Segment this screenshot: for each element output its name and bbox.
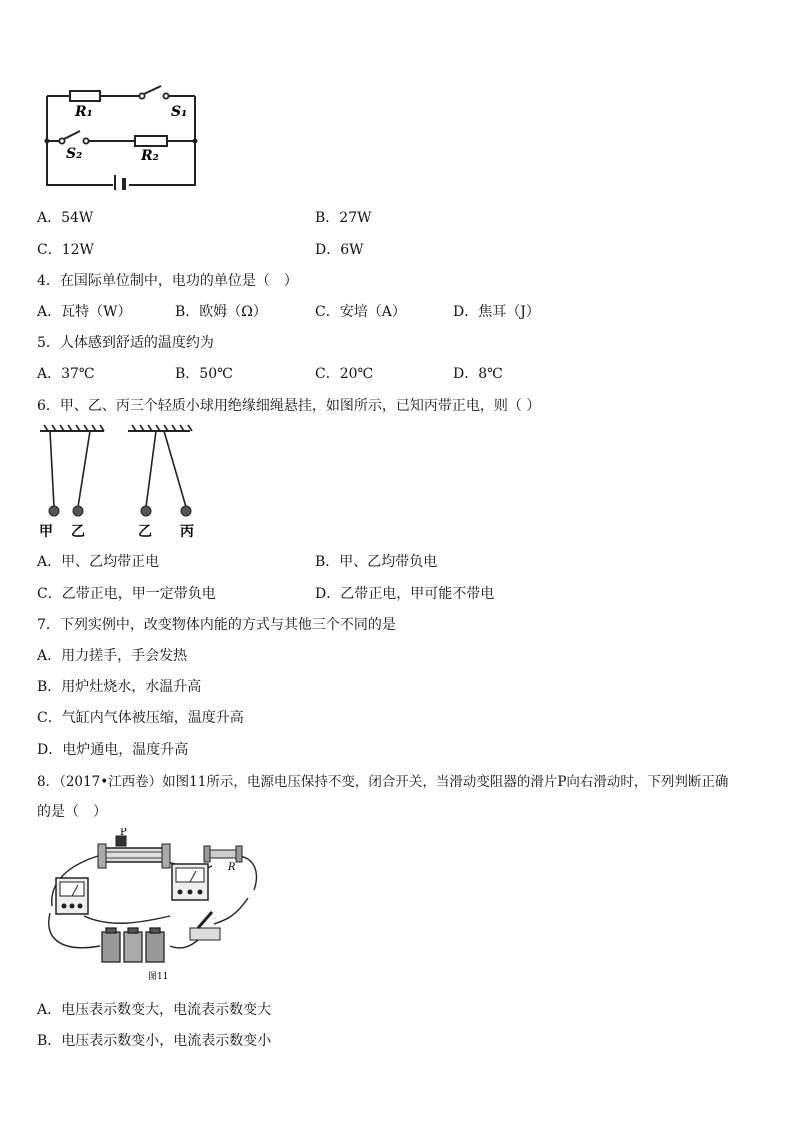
label-p: P — [120, 828, 127, 838]
q5-stem: 5．人体感到舒适的温度约为 — [37, 335, 214, 351]
battery — [115, 175, 124, 190]
q5-option-a: A．37℃ — [37, 366, 95, 382]
q4-option-a: A．瓦特（W） — [37, 304, 132, 320]
circuit-diagram — [40, 82, 200, 190]
q7-option-a: A．用力搓手，手会发热 — [37, 648, 188, 664]
label-r2: R₂ — [141, 148, 159, 164]
q3-option-c: C．12W — [37, 242, 94, 258]
label-yi-right: 乙 — [138, 524, 152, 540]
q6-option-a: A．甲、乙均带正电 — [37, 554, 160, 570]
q3-option-a: A．54W — [37, 210, 94, 226]
voltmeter — [56, 878, 88, 914]
q8-stem-line2: 的是（ ） — [37, 804, 107, 820]
q5-option-b: B．50℃ — [175, 366, 233, 382]
q7-option-c: C．气缸内气体被压缩，温度升高 — [37, 710, 244, 726]
q3-option-b: B．27W — [315, 210, 372, 226]
q5-option-d: D．8℃ — [453, 366, 503, 382]
q8-option-b: B．电压表示数变小，电流表示数变小 — [37, 1033, 272, 1049]
resistor-r — [204, 846, 242, 862]
q4-option-b: B．欧姆（Ω） — [175, 304, 267, 320]
q4-option-d: D．焦耳（J） — [453, 304, 540, 320]
q7-option-d: D．电炉通电，温度升高 — [37, 742, 189, 758]
label-r: R — [228, 862, 236, 873]
q6-option-b: B．甲、乙均带负电 — [315, 554, 438, 570]
q7-option-b: B．用炉灶烧水，水温升高 — [37, 679, 202, 695]
q4-stem: 4．在国际单位制中，电功的单位是（ ） — [37, 273, 298, 289]
label-bing: 丙 — [180, 524, 194, 540]
switch-s2 — [59, 131, 88, 144]
label-jia: 甲 — [39, 524, 53, 540]
hanging-balls-diagram — [36, 422, 206, 542]
switch-s1 — [139, 86, 168, 99]
q5-option-c: C．20℃ — [315, 366, 374, 382]
q8-option-a: A．电压表示数变大，电流表示数变大 — [37, 1002, 272, 1018]
label-r1: R₁ — [75, 104, 93, 120]
label-s2: S₂ — [66, 146, 83, 162]
ball-yi-left — [73, 506, 83, 516]
q8-stem-line1: 8．（2017•江西卷）如图11所示，电源电压保持不变，闭合开关，当滑动变阻器的滑片P向右滑动时，下列判断正确 — [37, 774, 729, 790]
ball-jia — [49, 506, 59, 516]
q3-option-d: D．6W — [315, 242, 364, 258]
ammeter — [172, 864, 208, 900]
q4-option-c: C．安培（A） — [315, 304, 406, 320]
batteries — [102, 928, 164, 962]
ball-bing — [181, 506, 191, 516]
label-yi-left: 乙 — [71, 524, 85, 540]
ball-yi-right — [141, 506, 151, 516]
q7-stem: 7．下列实例中，改变物体内能的方式与其他三个不同的是 — [37, 617, 396, 633]
q6-option-d: D．乙带正电，甲可能不带电 — [315, 586, 495, 602]
apparatus-diagram — [40, 828, 280, 984]
figure-caption: 图11 — [148, 972, 169, 982]
rheostat — [98, 836, 170, 868]
q6-stem: 6．甲、乙、丙三个轻质小球用绝缘细绳悬挂，如图所示，已知丙带正电，则（ ） — [37, 398, 541, 414]
resistor-r2 — [135, 136, 167, 146]
q6-option-c: C．乙带正电，甲一定带负电 — [37, 586, 216, 602]
label-s1: S₁ — [171, 104, 188, 120]
resistor-r1 — [70, 91, 100, 101]
switch — [190, 912, 220, 940]
